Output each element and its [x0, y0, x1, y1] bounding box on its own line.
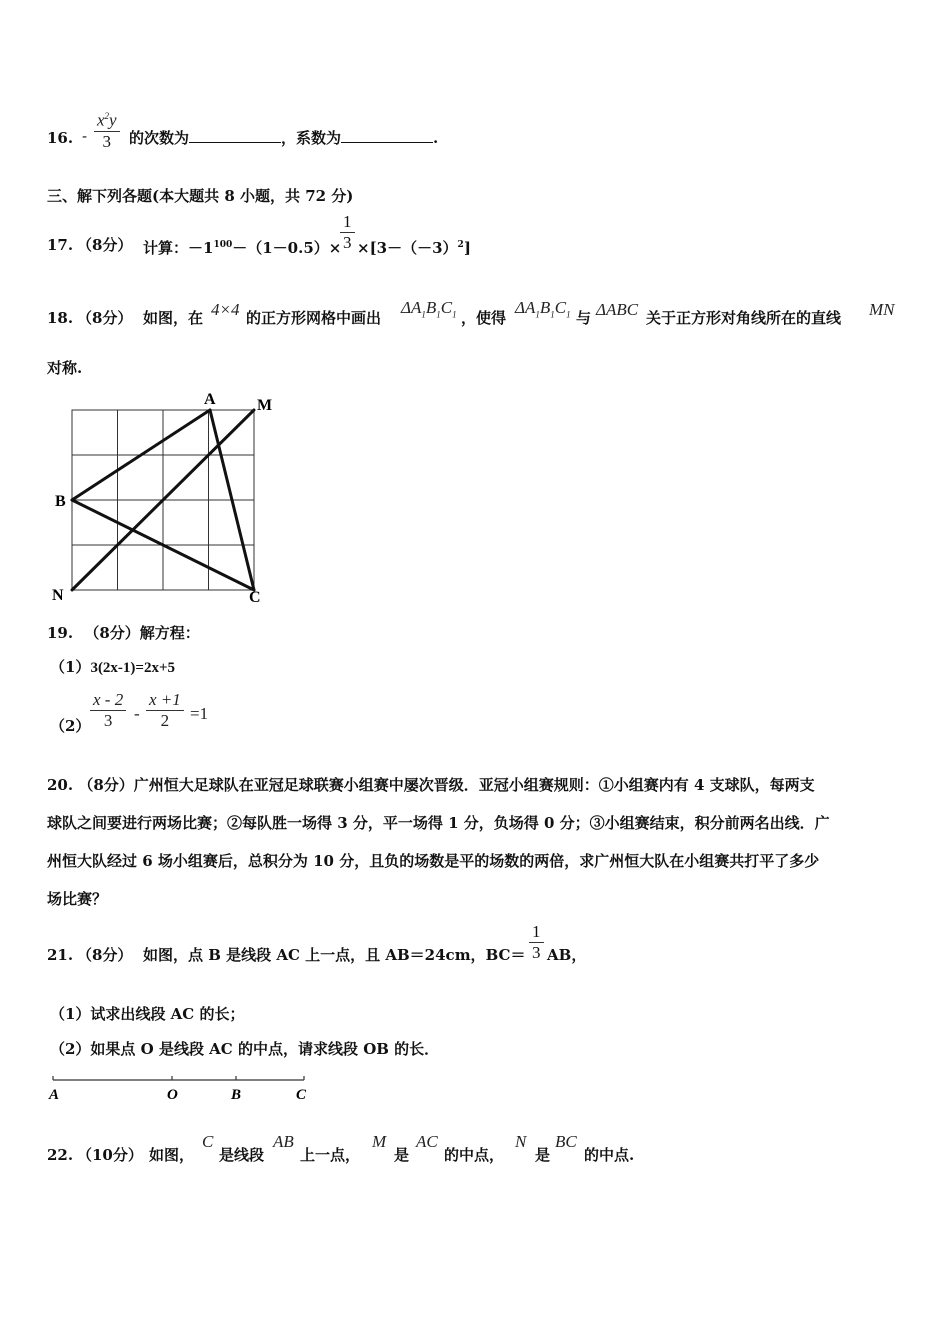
q18-text1: 如图，在 — [143, 309, 204, 327]
q21-fraction — [529, 922, 544, 963]
q16-frac-den: 3 — [102, 131, 112, 151]
q17 — [47, 210, 547, 260]
q19-p1-label: （1） — [50, 658, 91, 676]
q21-text2: AB， — [547, 946, 587, 964]
q17-text2: －（1－0.5）× — [232, 239, 342, 257]
q19-p2-frac2 — [146, 690, 184, 731]
q19-title: 解方程： — [139, 624, 200, 642]
q22-segment-bc: BC — [555, 1132, 577, 1151]
q16-text1: 的次数为 — [129, 129, 190, 147]
label-b: B — [55, 493, 66, 510]
q18-line-mn: MN — [869, 300, 895, 319]
q18-text6: 对称. — [47, 359, 83, 377]
q17-text3: ×[3－（－3） — [357, 239, 458, 257]
seg-label-b: B — [231, 1087, 242, 1103]
q22-text3: 上一点， — [300, 1146, 361, 1164]
q21-number: 21. — [47, 946, 74, 964]
q21-part2: （2）如果点 O 是线段 AC 的中点，请求线段 OB 的长． — [50, 1040, 440, 1058]
q22-text6: 是 — [535, 1146, 551, 1164]
q22-segment-ac: AC — [416, 1132, 438, 1151]
q18-grid-size: 4×4 — [211, 300, 240, 319]
q18-triangle-abc: ΔABC — [596, 300, 639, 319]
q22-text2: 是线段 — [219, 1146, 265, 1164]
q22-segment-ab: AB — [273, 1132, 294, 1151]
q17-text4: ] — [463, 239, 471, 257]
q21 — [47, 920, 607, 970]
label-a: A — [204, 391, 216, 408]
q17-text1: 计算：－1 — [143, 239, 214, 257]
q20-line2: 球队之间要进行两场比赛；②每队胜一场得 3 分，平一场得 1 分，负场得 0 分；③小组赛结束，积分前两名出线．广 — [47, 814, 830, 832]
q19-score: （8分） — [84, 624, 140, 642]
q18-number: 18. — [47, 309, 74, 327]
seg-label-o: O — [167, 1087, 178, 1103]
section3-title: 三、解下列各题(本大题共 8 小题，共 72 分) — [47, 187, 354, 205]
q18-text5: 关于正方形对角线所在的直线 — [646, 309, 842, 327]
q17-number: 17. — [47, 236, 74, 254]
q19-part2 — [50, 690, 250, 740]
q17-score: （8分） — [77, 236, 133, 254]
q16-frac-x: x — [97, 110, 105, 130]
q17-exp: 100 — [213, 240, 233, 250]
q16-text2: ，系数为 — [281, 129, 342, 147]
q16-sign: - — [82, 127, 88, 145]
q19-p1-eq: 3(2x-1)=2x+5 — [90, 660, 176, 676]
figure18-grid — [50, 388, 280, 606]
q18-score: （8分） — [77, 309, 133, 327]
q21-frac-num: 1 — [529, 922, 544, 943]
q17-frac-den: 3 — [343, 233, 352, 252]
q22-point-m: M — [372, 1132, 387, 1151]
q17-fraction — [340, 212, 355, 253]
q19-p2-rhs: =1 — [190, 704, 209, 723]
q22-text4: 是 — [394, 1146, 410, 1164]
q18-text3: ，使得 — [461, 309, 507, 327]
q17-exp2: 2 — [457, 240, 464, 250]
label-m: M — [257, 397, 273, 414]
q16-fraction — [94, 106, 120, 152]
q18-triangle-a1b1c1-2: $\Delta A_1B_1C_1$ — [515, 298, 571, 320]
q19-p2-frac1 — [90, 690, 126, 731]
q22-text5: 的中点， — [444, 1146, 505, 1164]
q22-number: 22. — [47, 1146, 74, 1164]
q21-score: （8分） — [77, 946, 133, 964]
q21-part1: （1）试求出线段 AC 的长； — [50, 1005, 245, 1023]
q19-header — [47, 623, 200, 643]
q21-text1: 如图，点 B 是线段 AC 上一点，且 AB＝24cm，BC＝ — [143, 946, 526, 964]
q22-text1: 如图， — [149, 1146, 195, 1164]
q16-blank-coefficient[interactable] — [341, 128, 433, 143]
q19-number: 19. — [47, 624, 74, 642]
q22-score: （10分） — [77, 1146, 143, 1164]
q18-text2: 的正方形网格中画出 — [246, 309, 382, 327]
q19-p2-f1-num: x - 2 — [90, 690, 126, 711]
q19-p2-minus: - — [134, 704, 140, 723]
q20-line4: 场比赛？ — [47, 890, 108, 908]
q16-text3: . — [433, 129, 439, 147]
q21-frac-den: 3 — [532, 943, 541, 962]
q19-p2-f2-den: 2 — [160, 711, 170, 730]
q18 — [47, 298, 927, 328]
seg-label-a: A — [49, 1087, 60, 1103]
q18-triangle-a1b1c1: $\Delta A_1B_1C_1$ — [401, 298, 457, 320]
q16-frac-y: y — [109, 110, 117, 130]
q20-line3: 州恒大队经过 6 场小组赛后，总积分为 10 分，且负的场数是平的场数的两倍，求广州恒大队在小组赛共打平了多少 — [47, 852, 820, 870]
q19-p2-f2-num: x +1 — [146, 690, 184, 711]
q16-frac-sup: 2 — [104, 111, 110, 121]
q19-part1 — [50, 657, 175, 678]
q17-frac-num: 1 — [340, 212, 355, 233]
label-c: C — [249, 589, 261, 606]
q22 — [47, 1132, 687, 1166]
label-n: N — [52, 587, 64, 604]
q22-text7: 的中点. — [584, 1146, 635, 1164]
q18-text4: 与 — [576, 309, 592, 327]
q20-line1: 20. （8分）广州恒大足球队在亚冠足球联赛小组赛中屡次晋级．亚冠小组赛规则：①小组赛内有 4 支球队，每两支 — [47, 776, 815, 794]
q16-blank-degree[interactable] — [189, 128, 281, 143]
q22-point-c: C — [202, 1132, 214, 1151]
seg-label-c: C — [296, 1087, 307, 1103]
q19-p2-f1-den: 3 — [103, 711, 113, 730]
q22-point-n: N — [515, 1132, 527, 1151]
q16-number: 16. — [47, 129, 74, 147]
q19-p2-label: （2） — [50, 717, 91, 735]
figure21-segment — [48, 1070, 318, 1106]
